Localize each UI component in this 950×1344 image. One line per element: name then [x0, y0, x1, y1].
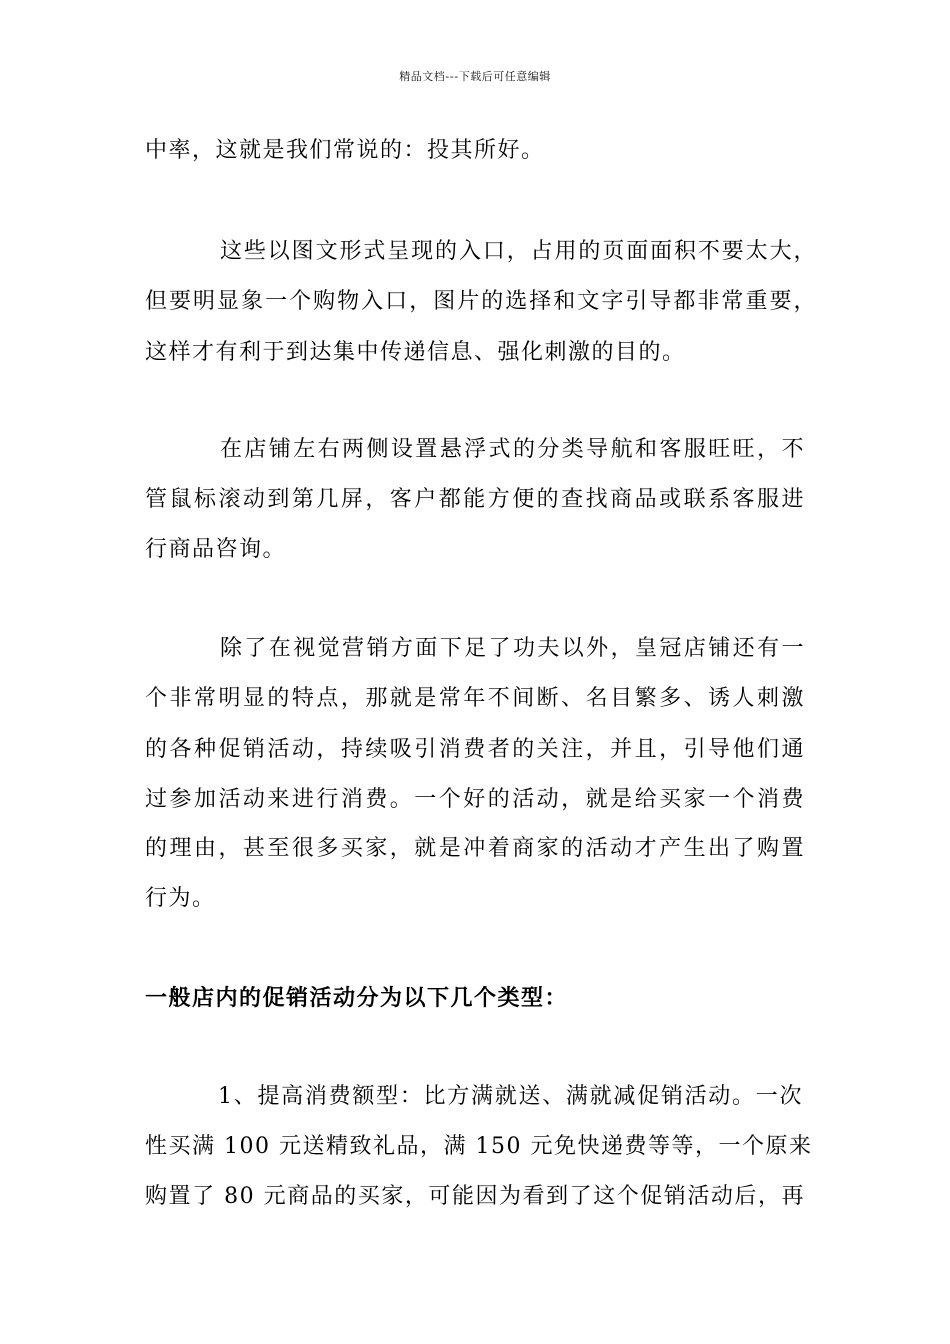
paragraph-line: 过参加活动来进行消费。一个好的活动，就是给买家一个消费	[145, 787, 805, 812]
paragraph-line: 行为。	[145, 886, 216, 911]
paragraph-line: 除了在视觉营销方面下足了功夫以外，皇冠店铺还有一	[220, 636, 805, 661]
paragraph-line: 中率，这就是我们常说的：投其所好。	[145, 138, 545, 163]
paragraph-line: 1、提高消费额型：比方满就送、满就减促销活动。一次	[218, 1084, 803, 1109]
paragraph-line: 行商品咨询。	[145, 537, 287, 562]
paragraph-line: 这些以图文形式呈现的入口，占用的页面面积不要太大，	[220, 239, 817, 264]
paragraph-line: 但要明显象一个购物入口，图片的选择和文字引导都非常重要，	[145, 289, 817, 314]
paragraph-line: 这样才有利于到达集中传递信息、强化刺激的目的。	[145, 340, 686, 365]
section-heading: 一般店内的促销活动分为以下几个类型：	[145, 985, 569, 1011]
page-header: 精品文档---下载后可任意编辑	[399, 70, 551, 83]
paragraph-line: 个非常明显的特点，那就是常年不间断、名目繁多、诱人刺激	[145, 686, 805, 711]
paragraph-line: 的各种促销活动，持续吸引消费者的关注，并且，引导他们通	[145, 737, 805, 762]
paragraph-line: 购置了 80 元商品的买家，可能因为看到了这个促销活动后，再	[145, 1184, 805, 1209]
paragraph-line: 管鼠标滚动到第几屏，客户都能方便的查找商品或联系客服进	[145, 487, 805, 512]
paragraph-line: 性买满 100 元送精致礼品，满 150 元免快递费等等，一个原来	[145, 1134, 813, 1159]
paragraph-line: 的理由，甚至很多买家，就是冲着商家的活动才产生出了购置	[145, 836, 805, 861]
paragraph-line: 在店铺左右两侧设置悬浮式的分类导航和客服旺旺，不	[220, 437, 805, 462]
